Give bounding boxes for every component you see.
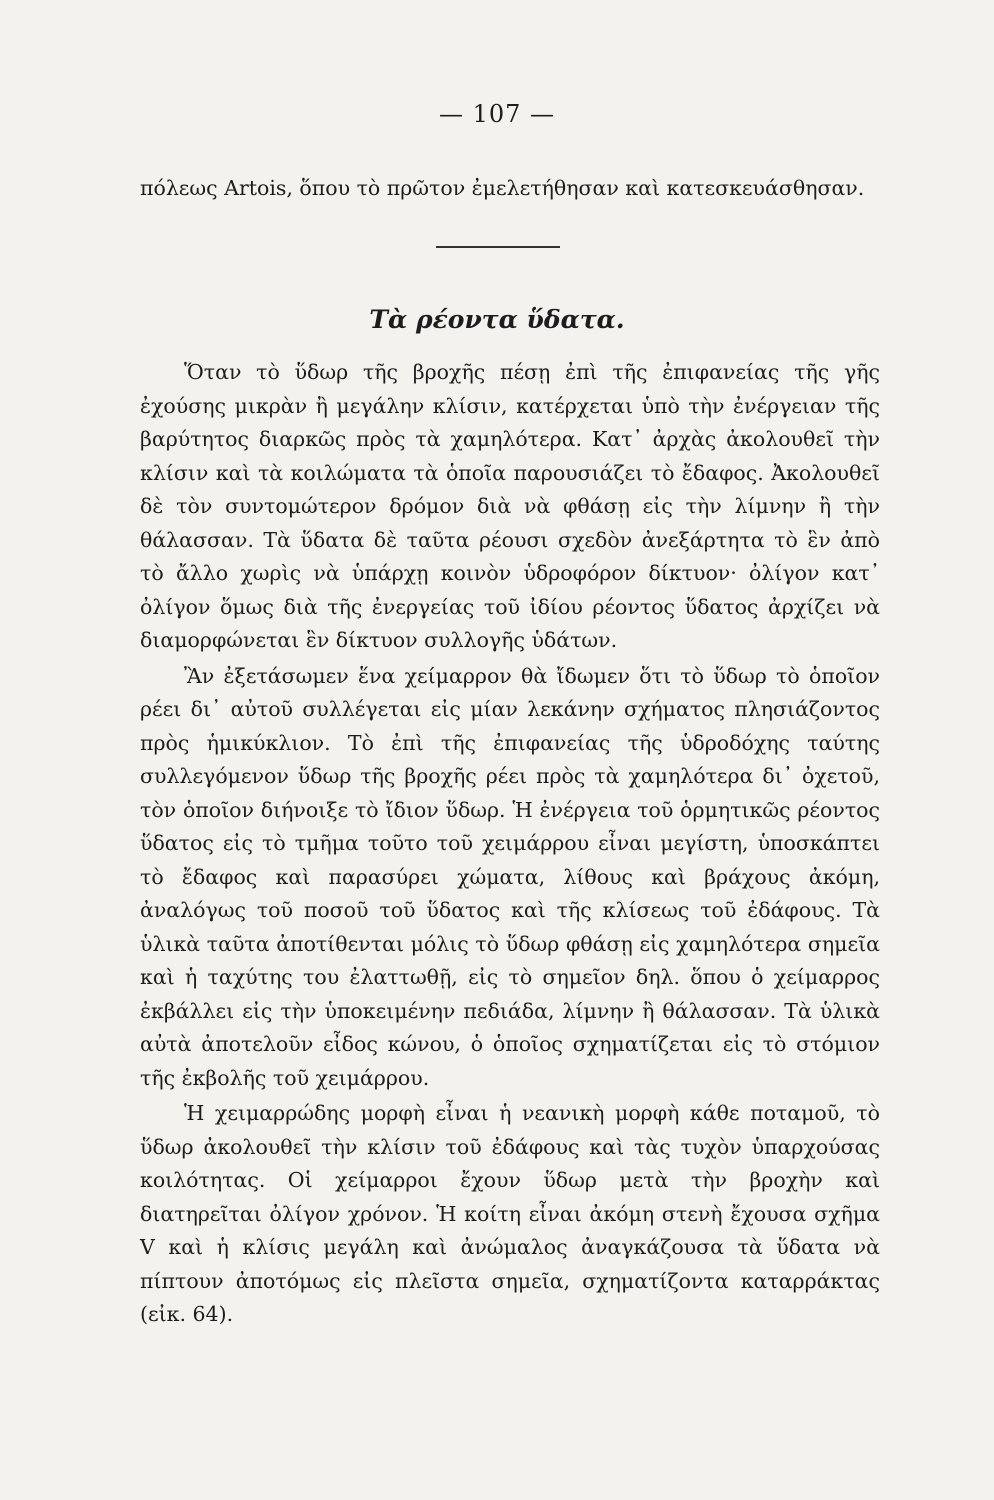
- paragraph: Ὅταν τὸ ὕδωρ τῆς βροχῆς πέσῃ ἐπὶ τῆς ἐπιφανείας τῆς γῆς ἐχούσης μικρὰν ἢ μεγάλην κλίσιν, κατέρχεται ὑπὸ τὴν ἐνέργειαν τῆς βαρύτητος διαρκῶς πρὸς τὰ χαμηλότερα. Κατ᾿ ἀρχὰς ἀκολουθεῖ τὴν κλίσιν καὶ τὰ κοιλώματα τὰ ὁποῖα παρουσιάζει τὸ ἔδαφος. Ἀκολουθεῖ δὲ τὸν συντομώτερον δρόμον διὰ νὰ φθάσῃ εἰς τὴν λίμνην ἢ τὴν θάλασσαν. Τὰ ὕδατα δὲ ταῦτα ρέουσι σχεδὸν ἀνεξάρτητα τὸ ἓν ἀπὸ τὸ ἄλλο χωρὶς νὰ ὑπάρχῃ κοινὸν ὑδροφόρον δίκτυον· ὀλίγον κατ᾿ ὀλίγον ὅμως διὰ τῆς ἐνεργείας τοῦ ἰδίου ρέοντος ὕδατος ἀρχίζει νὰ διαμορφώνεται ἓν δίκτυον συλλογῆς ὑδάτων.: [140, 360, 880, 652]
- body-text: [140, 356, 880, 1332]
- section-divider: [436, 246, 560, 248]
- page-number: — 107 —: [438, 100, 556, 128]
- paragraph: Ἂν ἐξετάσωμεν ἕνα χείμαρρον θὰ ἴδωμεν ὅτι τὸ ὕδωρ τὸ ὁποῖον ρέει δι᾿ αὐτοῦ συλλέγεται εἰς μίαν λεκάνην σχήματος πλησιάζοντος πρὸς ἡμικύκλιον. Τὸ ἐπὶ τῆς ἐπιφανείας τῆς ὑδροδόχης ταύτης συλλεγόμενον ὕδωρ τῆς βροχῆς ρέει πρὸς τὰ χαμηλότερα δι᾿ ὀχετοῦ, τὸν ὁποῖον διήνοιξε τὸ ἴδιον ὕδωρ. Ἡ ἐνέργεια τοῦ ὁρμητικῶς ρέοντος ὕδατος εἰς τὸ τμῆμα τοῦτο τοῦ χειμάρρου εἶναι μεγίστη, ὑποσκάπτει τὸ ἔδαφος καὶ παρασύρει χώματα, λίθους καὶ βράχους ἀκόμη, ἀναλόγως τοῦ ποσοῦ τοῦ ὕδατος καὶ τῆς κλίσεως τοῦ ἐδάφους. Τὰ ὑλικὰ ταῦτα ἀποτίθενται μόλις τὸ ὕδωρ φθάσῃ εἰς χαμηλότερα σημεῖα καὶ ἡ ταχύτης του ἐλαττωθῇ, εἰς τὸ σημεῖον δηλ. ὅπου ὁ χείμαρρος ἐκβάλλει εἰς τὴν ὑποκειμένην πεδιάδα, λίμνην ἢ θάλασσαν. Τὰ ὑλικὰ αὐτὰ ἀποτελοῦν εἶδος κώνου, ὁ ὁποῖος σχηματίζεται εἰς τὸ στόμιον τῆς ἐκβολῆς τοῦ χειμάρρου.: [140, 663, 880, 1090]
- opening-text: πόλεως Artois, ὅπου τὸ πρῶτον ἐμελετήθησαν καὶ κατεσκευάσθησαν.: [140, 176, 865, 200]
- section-title: Τὰ ρέοντα ὕδατα.: [369, 305, 625, 334]
- paragraph: Ἡ χειμαρρώδης μορφὴ εἶναι ἡ νεανικὴ μορφὴ κάθε ποταμοῦ, τὸ ὕδωρ ἀκολουθεῖ τὴν κλίσιν τοῦ ἐδάφους καὶ τὰς τυχὸν ὑπαρχούσας κοιλότητας. Οἱ χείμαρροι ἔχουν ὕδωρ μετὰ τὴν βροχὴν καὶ διατηρεῖται ὀλίγον χρόνον. Ἡ κοίτη εἶναι ἀκόμη στενὴ ἔχουσα σχῆμα V καὶ ἡ κλίσις μεγάλη καὶ ἀνώμαλος ἀναγκάζουσα τὰ ὕδατα νὰ πίπτουν ἀποτόμως εἰς πλεῖστα σημεῖα, σχηματίζοντα καταρράκτας (εἰκ. 64).: [140, 1101, 880, 1326]
